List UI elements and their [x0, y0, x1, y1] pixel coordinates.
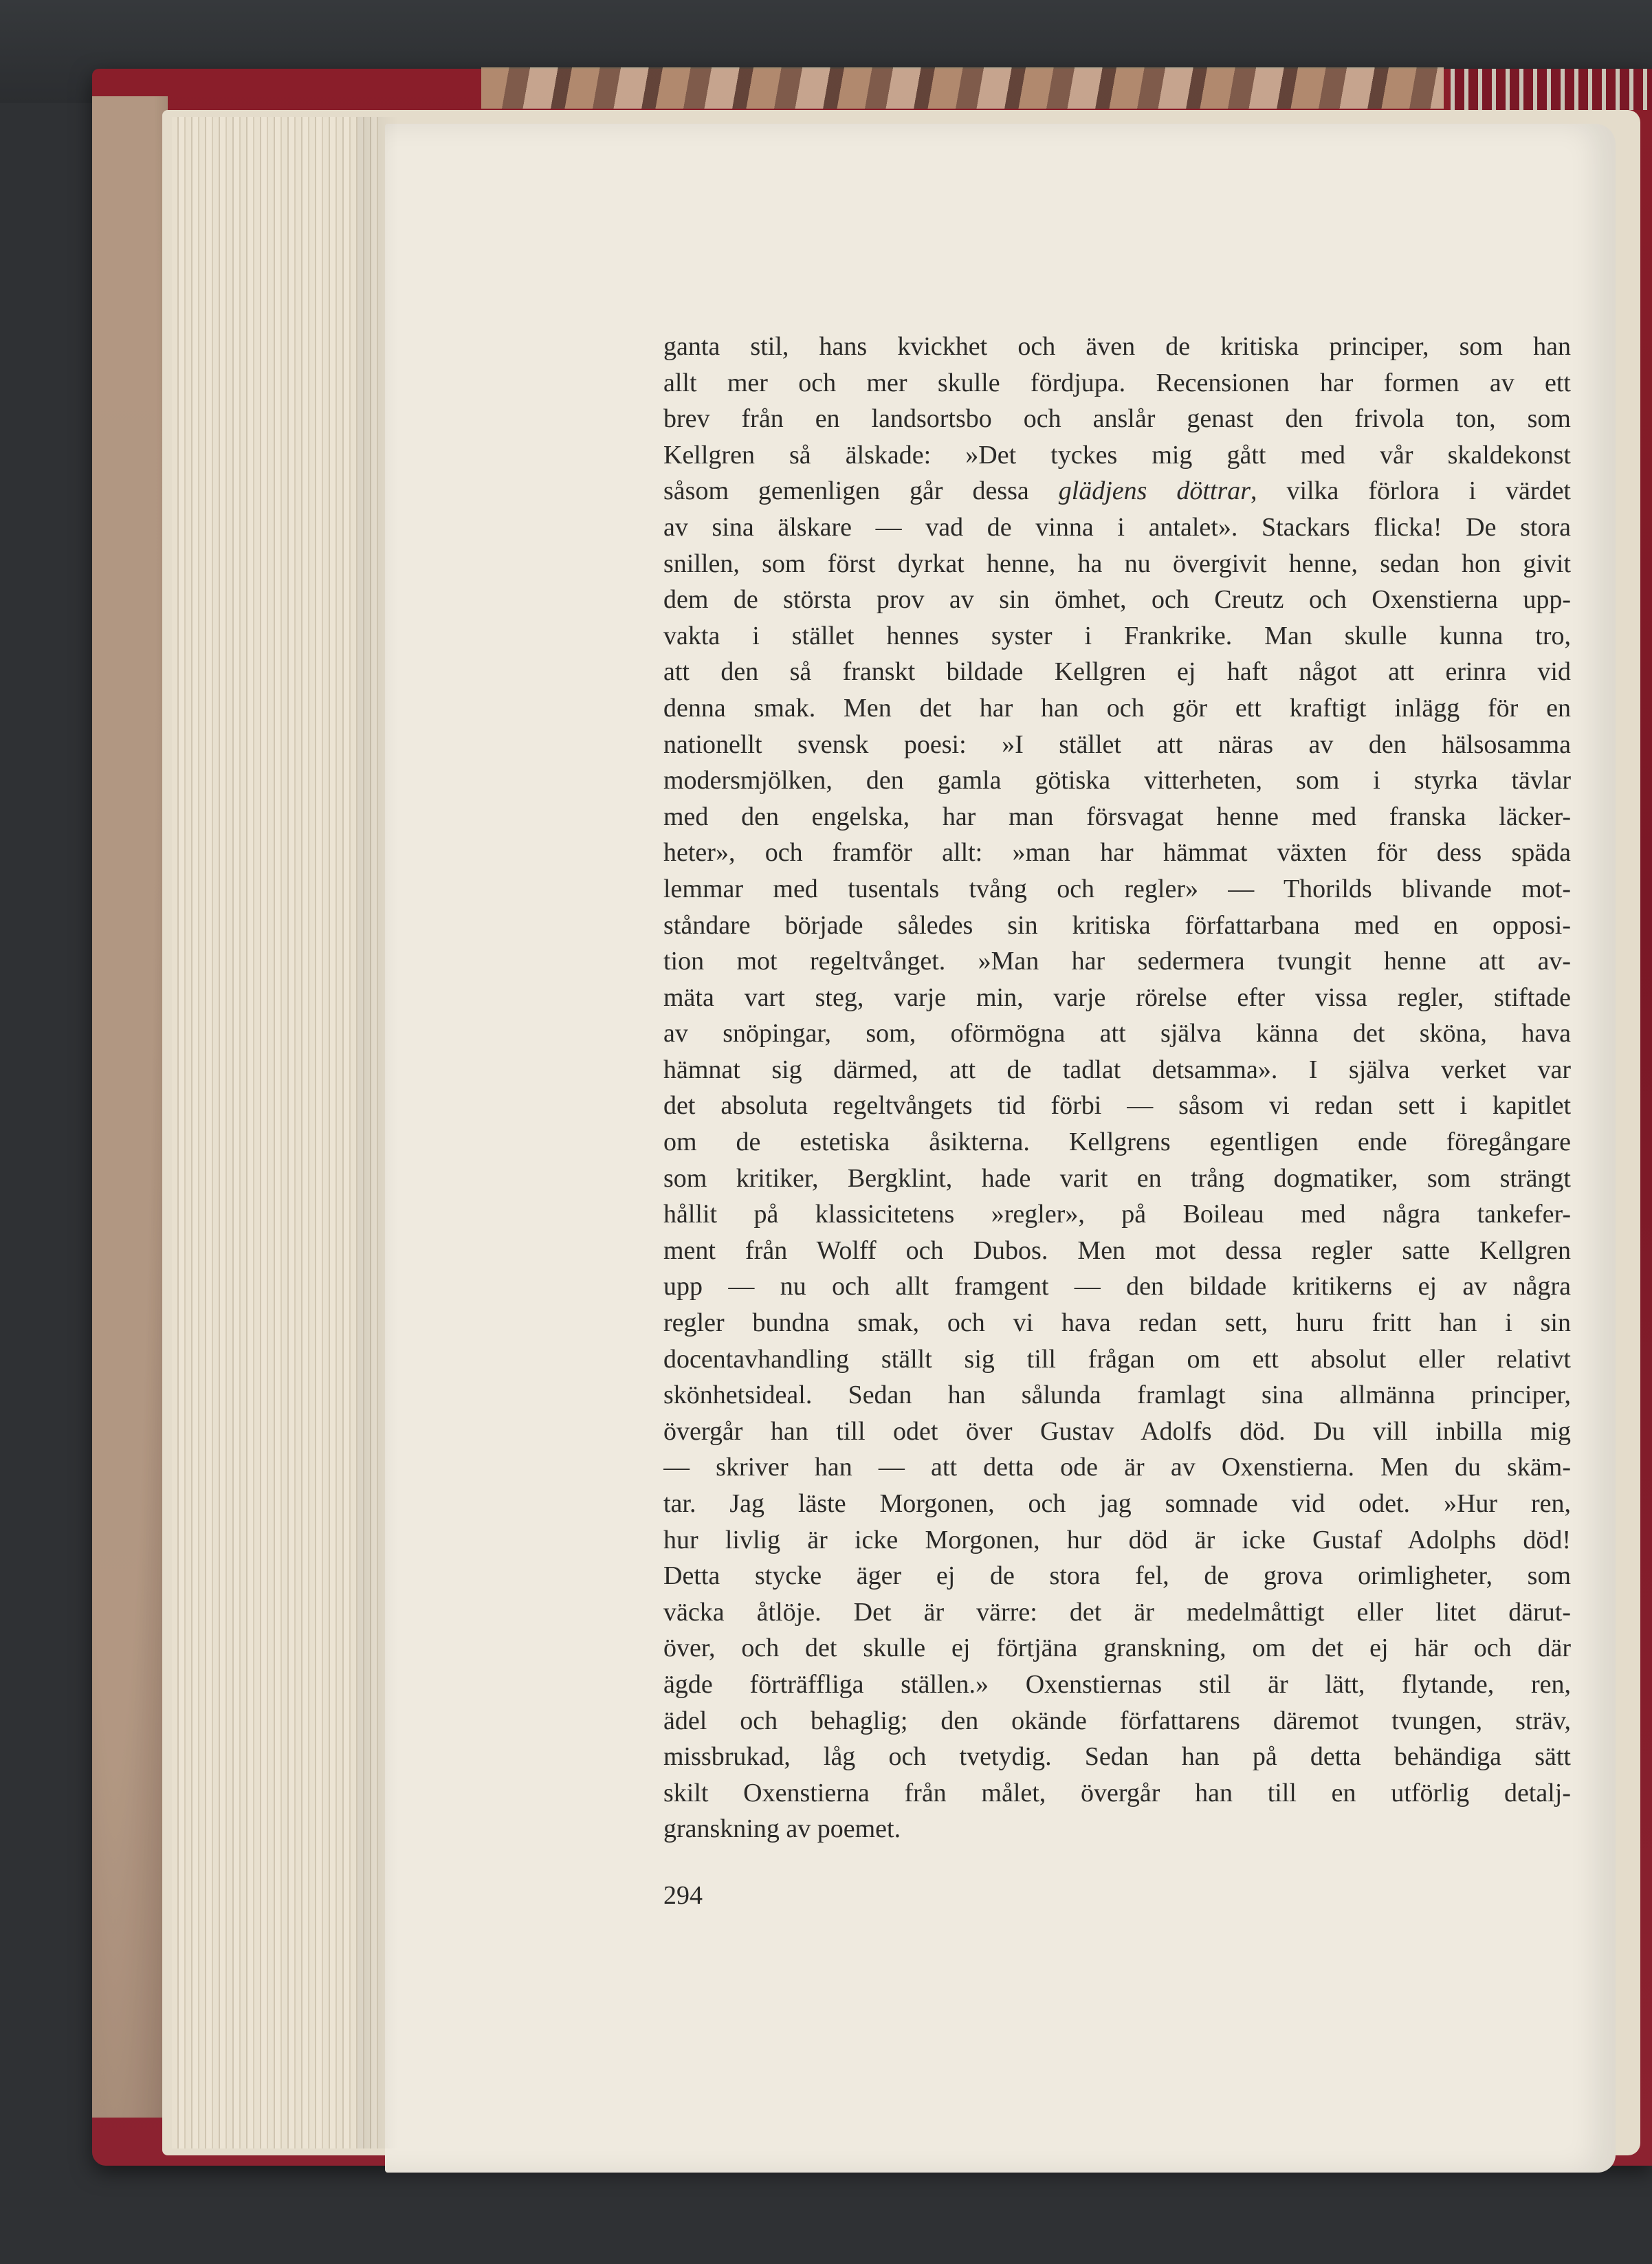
text-line: lemmar med tusentals tvång och regler» — Thorilds blivande mot-	[663, 874, 1571, 903]
cover-marbling	[481, 67, 1444, 109]
text-line: med den engelska, har man försvagat henne med franska läcker-	[663, 802, 1571, 831]
text-segment: , vilka förlora i värdet	[1251, 476, 1571, 506]
text-line: att den så franskt bildade Kellgren ej haft något att erinra vid	[663, 657, 1571, 687]
text-line: snillen, som först dyrkat henne, ha nu övergivit henne, sedan hon givit	[663, 549, 1571, 578]
text-line-with-italic	[663, 473, 1571, 509]
text-line: hämnat sig därmed, att de tadlat detsamma». I själva verket var	[663, 1055, 1571, 1084]
italic-phrase: glädjens döttrar	[1058, 476, 1251, 506]
text-line: mäta vart steg, varje min, varje rörelse efter vissa regler, stiftade	[663, 982, 1571, 1012]
text-line: tar. Jag läste Morgonen, och jag somnade vid odet. »Hur ren,	[663, 1489, 1571, 1518]
text-line: modersmjölken, den gamla götiska vitterheten, som i styrka tävlar	[663, 766, 1571, 795]
text-line: nationellt svensk poesi: »I stället att näras av den hälsosamma	[663, 729, 1571, 759]
text-line: skilt Oxenstierna från målet, övergår han till en utförlig detalj-	[663, 1778, 1571, 1807]
text-line: om de estetiska åsikterna. Kellgrens egentligen ende föregångare	[663, 1128, 1571, 1157]
text-line: väcka åtlöje. Det är värre: det är medelmåttigt eller litet därut-	[663, 1597, 1571, 1627]
text-line: ment från Wolff och Dubos. Men mot dessa regler satte Kellgren	[663, 1235, 1571, 1265]
text-line: allt mer och mer skulle fördjupa. Recensionen har formen av ett	[663, 368, 1571, 397]
text-line: Detta stycke äger ej de stora fel, de grova orimligheter, som	[663, 1561, 1571, 1591]
text-line: ädel och behaglig; den okände författarens däremot tvungen, sträv,	[663, 1706, 1571, 1735]
text-line: brev från en landsortsbo och anslår genast den frivola ton, som	[663, 404, 1571, 434]
text-line: ägde förträffliga ställen.» Oxenstiernas stil är lätt, flytande, ren,	[663, 1669, 1571, 1699]
text-line: av sina älskare — vad de vinna i antalet». Stackars flicka! De stora	[663, 512, 1571, 542]
text-line: ganta stil, hans kvickhet och även de kritiska principer, som han	[663, 332, 1571, 361]
text-line: upp — nu och allt framgent — den bildade kritikerns ej av några	[663, 1272, 1571, 1301]
text-line: regler bundna smak, och vi hava redan sett, huru fritt han i sin	[663, 1308, 1571, 1338]
text-line: hur livlig är icke Morgonen, hur död är icke Gustaf Adolphs död!	[663, 1525, 1571, 1554]
text-line: ståndare började således sin kritiska författarbana med en opposi-	[663, 910, 1571, 940]
text-line: granskning av poemet.	[663, 1814, 901, 1844]
text-line: — skriver han — att detta ode är av Oxenstierna. Men du skäm-	[663, 1453, 1571, 1482]
text-line: vakta i stället hennes syster i Frankrike. Man skulle kunna tro,	[663, 621, 1571, 650]
text-line: som kritiker, Bergklint, hade varit en trång dogmatiker, som strängt	[663, 1163, 1571, 1193]
text-segment: såsom gemenligen går dessa	[663, 476, 1059, 506]
text-line: det absoluta regeltvångets tid förbi — såsom vi redan sett i kapitlet	[663, 1091, 1571, 1121]
page-number: 294	[663, 1881, 703, 1910]
text-line: över, och det skulle ej förtjäna granskning, om det ej här och där	[663, 1634, 1571, 1663]
text-line: övergår han till odet över Gustav Adolfs död. Du vill inbilla mig	[663, 1416, 1571, 1446]
page-edges	[172, 117, 378, 2148]
marbled-endpaper	[92, 96, 168, 2118]
text-line: docentavhandling ställt sig till frågan om ett absolut eller relativt	[663, 1344, 1571, 1374]
text-line: heter», och framför allt: »man har hämmat växten för dess späda	[663, 838, 1571, 868]
text-line: hållit på klassicitetens »regler», på Boileau med några tankefer-	[663, 1200, 1571, 1229]
spine-edge	[1451, 69, 1652, 110]
text-line: tion mot regeltvånget. »Man har sedermera tvungit henne att av-	[663, 947, 1571, 976]
text-line: av snöpingar, som, oförmögna att själva känna det sköna, hava	[663, 1019, 1571, 1048]
body-text	[663, 329, 1571, 1847]
text-line: skönhetsideal. Sedan han sålunda framlagt sina allmänna principer,	[663, 1381, 1571, 1410]
text-line: dem de största prov av sin ömhet, och Creutz och Oxenstierna upp-	[663, 585, 1571, 615]
text-line: denna smak. Men det har han och gör ett kraftigt inlägg för en	[663, 693, 1571, 723]
text-line: Kellgren så älskade: »Det tyckes mig gått med vår skaldekonst	[663, 440, 1571, 470]
text-line: missbrukad, låg och tvetydig. Sedan han på detta behändiga sätt	[663, 1742, 1571, 1772]
gutter-shadow	[357, 117, 399, 2148]
